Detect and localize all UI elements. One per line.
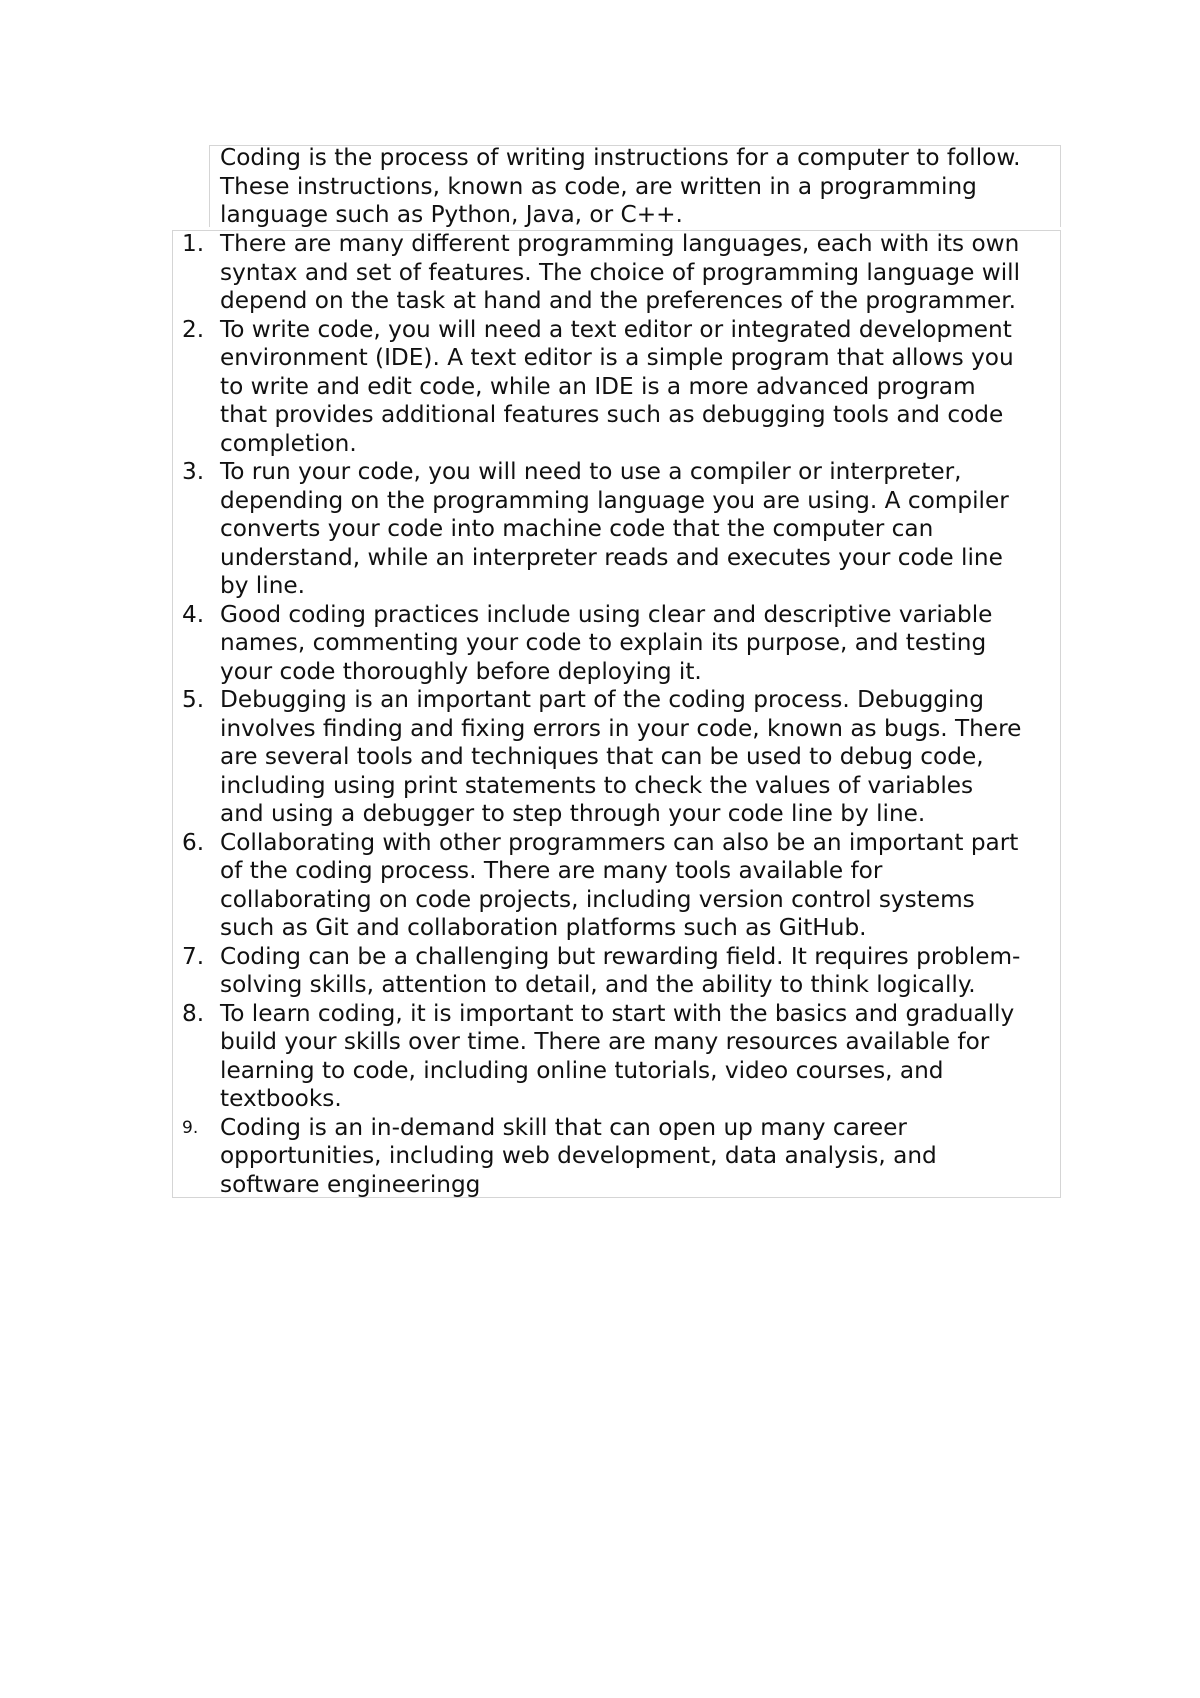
list-item-number: 5. [182,686,205,713]
list-item [178,601,1068,687]
list-item-line: and using a debugger to step through your code line by line. [220,800,926,827]
list-item-line: your code thoroughly before deploying it. [220,657,702,685]
intro-paragraph [220,144,1068,230]
list-item-line: build your skills over time. There are many resources available for [220,1028,990,1055]
intro-line: These instructions, known as code, are written in a programming [220,172,977,200]
list-item [178,458,1068,601]
list-item-line: are several tools and techniques that can be used to debug code, [220,743,984,770]
list-item-line: names, commenting your code to explain its purpose, and testing [220,629,987,656]
list-item-line: Coding is an in-demand skill that can open up many career [220,1113,907,1141]
list-item [178,316,1068,459]
list-item-line: To run your code, you will need to use a compiler or interpreter, [220,458,962,485]
list-item-line: environment (IDE). A text editor is a simple program that allows you [220,344,1014,371]
list-item-number: 3. [182,458,205,485]
list-item [178,829,1068,943]
list-item-line: Coding can be a challenging but rewarding field. It requires problem- [220,942,1021,970]
list-item-line: Good coding practices include using clear and descriptive variable [220,600,993,628]
list-item-line: To learn coding, it is important to start with the basics and gradually [220,999,1015,1027]
list-item-line: depending on the programming language you are using. A compiler [220,486,1009,514]
list-item-number: 8. [182,999,205,1027]
list-item-line: textbooks. [220,1085,342,1112]
list-item-number: 9. [182,1117,199,1138]
list-item-line: converts your code into machine code that the computer can [220,515,934,542]
list-item-line: solving skills, attention to detail, and the ability to think logically. [220,971,976,998]
list-item-line: such as Git and collaboration platforms such as GitHub. [220,914,867,941]
list-item-line: learning to code, including online tutorials, video courses, and [220,1056,944,1084]
list-item-line: software engineeringg [220,1170,481,1198]
list-item [178,230,1068,316]
list-item [178,943,1068,1000]
list-item-line: by line. [220,572,306,599]
list-item-line: To write code, you will need a text editor or integrated development [220,315,1012,343]
list-item [178,1114,1068,1200]
list-item-line: understand, while an interpreter reads and executes your code line [220,543,1003,571]
list-item-number: 2. [182,315,205,343]
list-item-number: 6. [182,828,205,856]
list-item-line: to write and edit code, while an IDE is a more advanced program [220,372,976,400]
list-item-line: collaborating on code projects, including version control systems [220,885,975,913]
list-item-line: involves finding and fixing errors in your code, known as bugs. There [220,714,1022,742]
list-item-line: that provides additional features such as debugging tools and code [220,401,1004,428]
list-item-number: 4. [182,600,205,628]
list-item-line: syntax and set of features. The choice of programming language will [220,258,1021,286]
list-item-number: 1. [182,230,205,257]
list-item-line: opportunities, including web development, data analysis, and [220,1142,937,1169]
numbered-list [178,230,1068,1199]
list-item-line: Collaborating with other programmers can also be an important part [220,828,1019,856]
list-item [178,686,1068,829]
list-item-line: of the coding process. There are many tools available for [220,857,883,884]
list-item-number: 7. [182,942,205,970]
list-item [178,1000,1068,1114]
list-item-line: There are many different programming languages, each with its own [220,230,1020,257]
list-item-line: including using print statements to check the values of variables [220,771,974,799]
intro-line: language such as Python, Java, or C++. [220,201,683,228]
intro-line: Coding is the process of writing instructions for a computer to follow. [220,144,1021,171]
list-item-line: completion. [220,429,357,457]
list-item-line: Debugging is an important part of the coding process. Debugging [220,686,984,713]
list-item-line: depend on the task at hand and the preferences of the programmer. [220,287,1017,314]
